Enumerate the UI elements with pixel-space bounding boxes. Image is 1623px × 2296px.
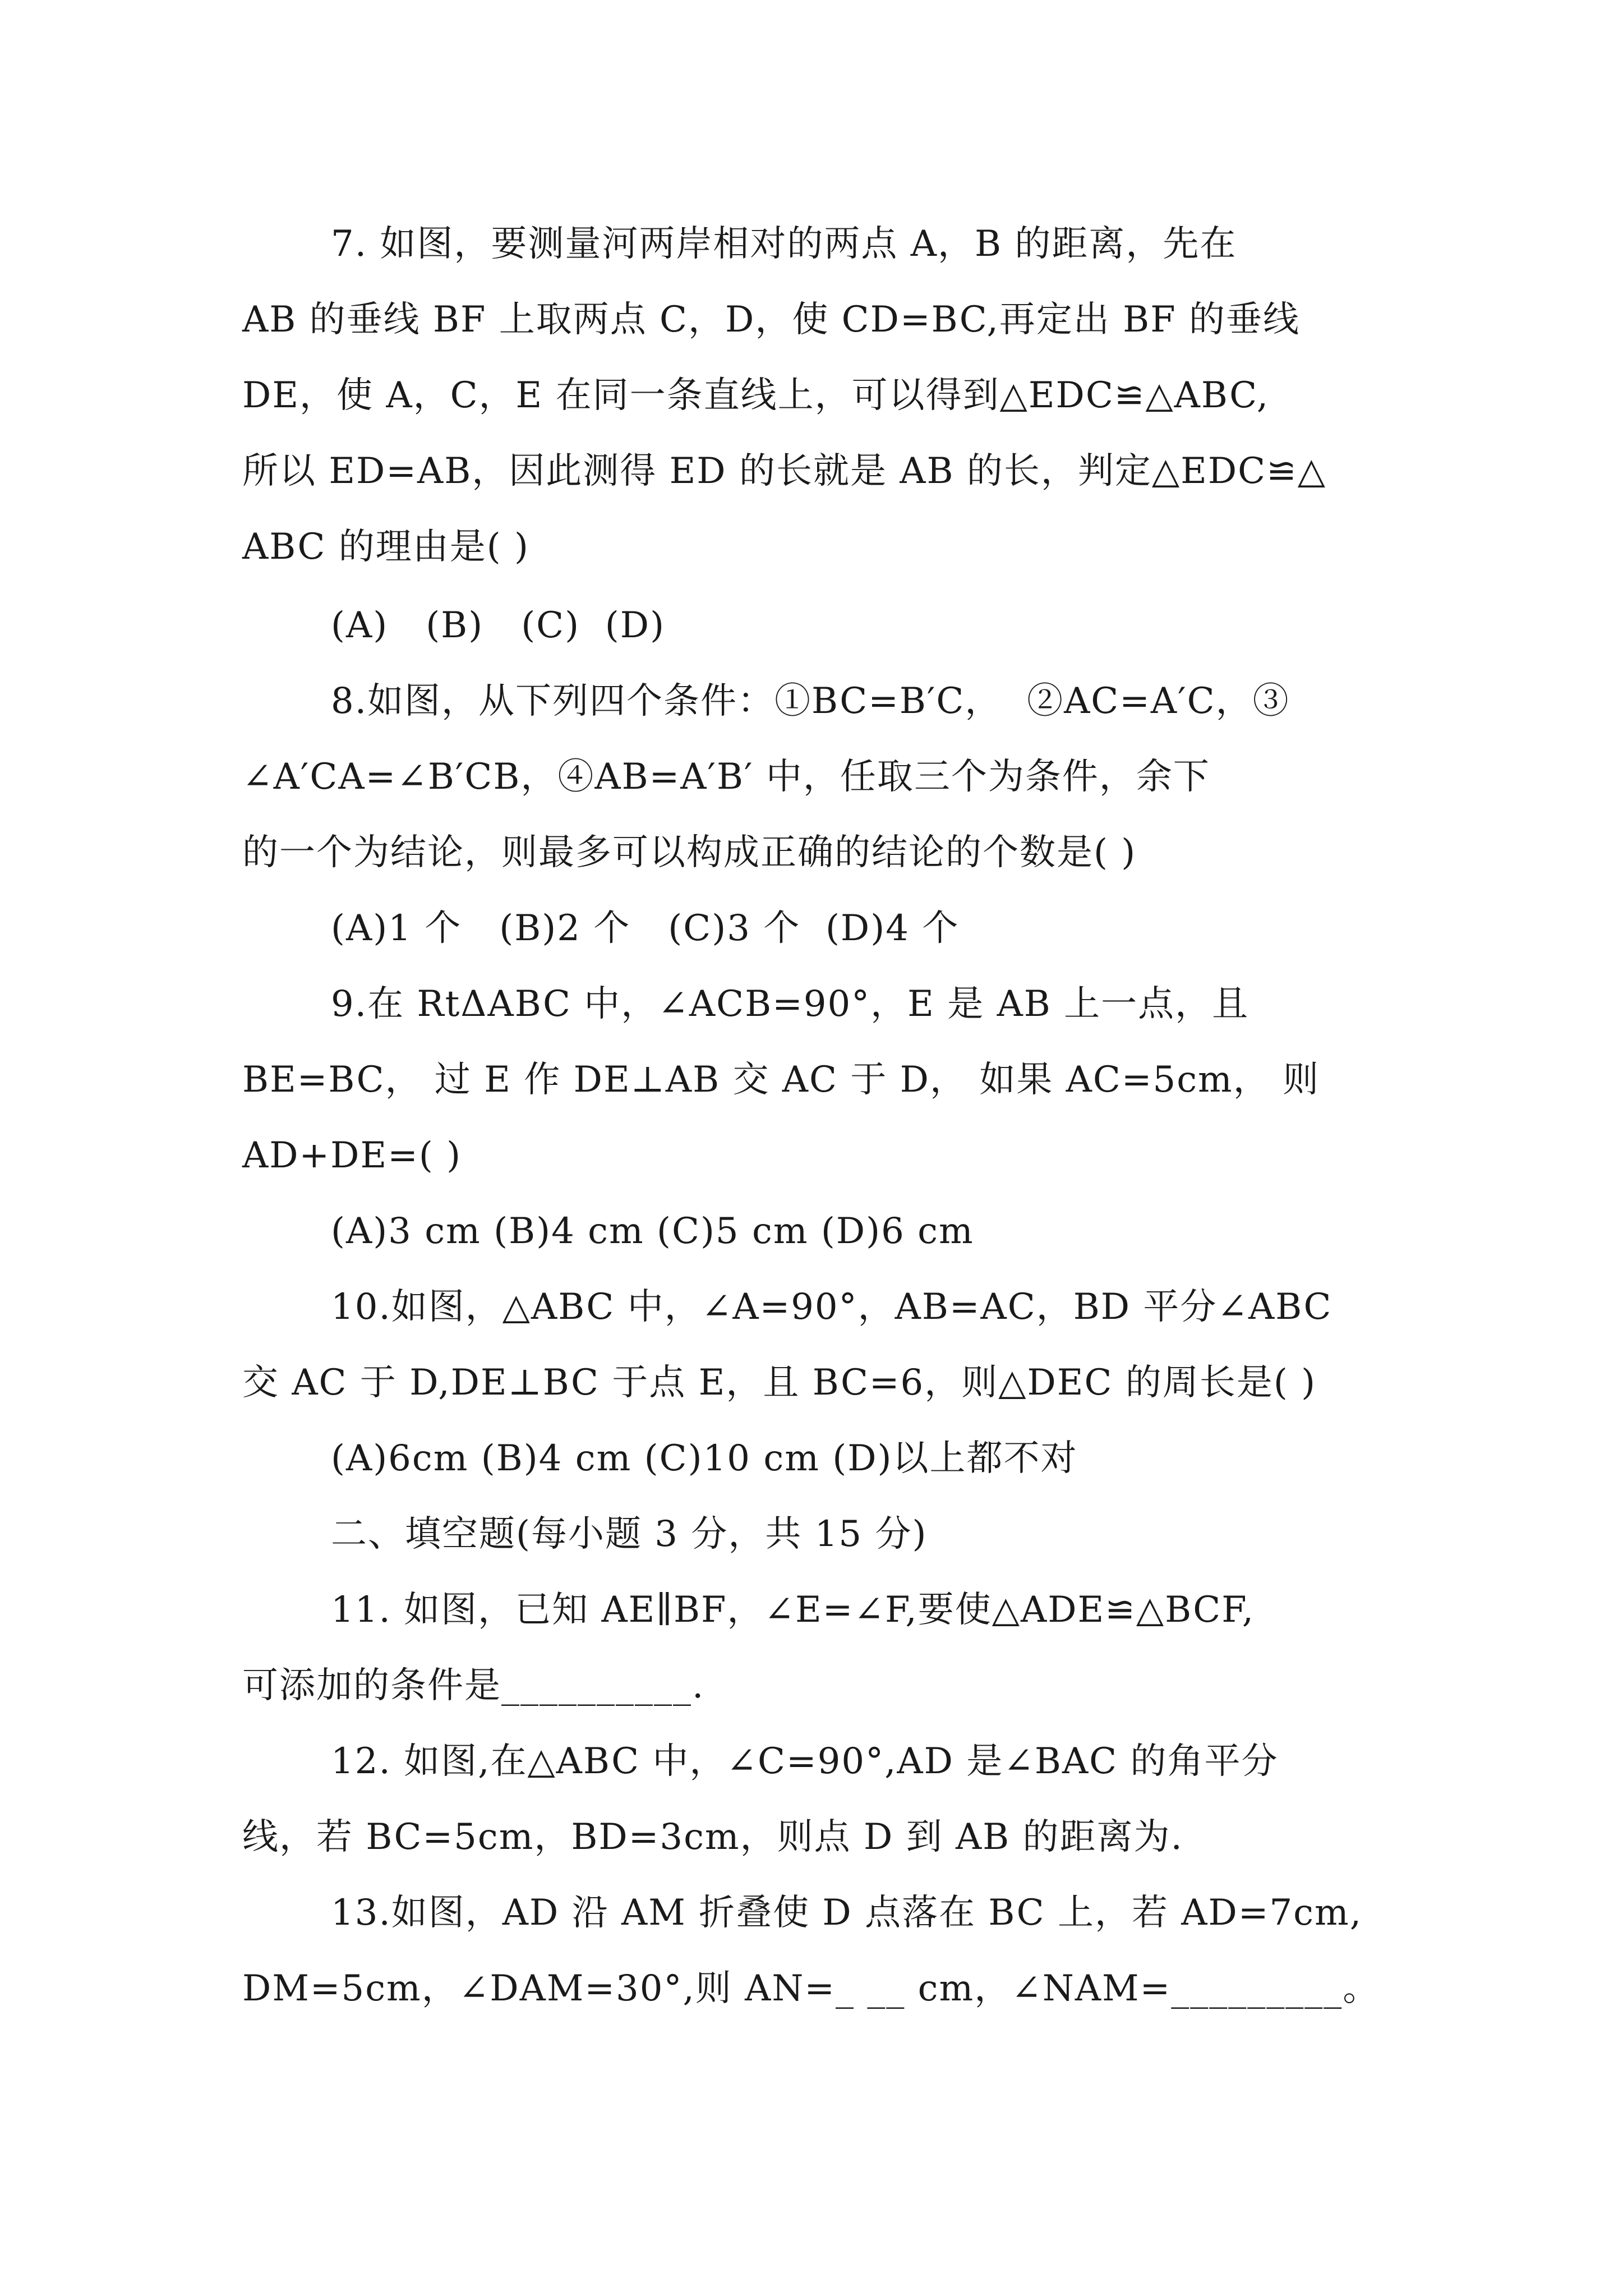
question-7-text: DE，使 A，C，E 在同一条直线上，可以得到△EDC≌△ABC, xyxy=(242,375,1270,416)
question-9-text: BE=BC， 过 E 作 DE⊥AB 交 AC 于 D， 如果 AC=5cm， 则 xyxy=(242,1059,1320,1101)
question-9-options: (A)3 cm (B)4 cm (C)5 cm (D)6 cm xyxy=(331,1211,974,1252)
question-7-text: AB 的垂线 BF 上取两点 C，D，使 CD=BC,再定出 BF 的垂线 xyxy=(242,299,1300,341)
question-8-text: 8.如图，从下列四个条件：①BC=B′C， ②AC=A′C，③ xyxy=(331,680,1290,722)
question-9-text: 9.在 RtΔABC 中，∠ACB=90°，E 是 AB 上一点，且 xyxy=(331,983,1249,1025)
question-8-options: (A)1 个 (B)2 个 (C)3 个 (D)4 个 xyxy=(331,908,960,949)
question-7-text: 所以 ED=AB，因此测得 ED 的长就是 AB 的长，判定△EDC≌△ xyxy=(242,450,1326,492)
question-11-text: 可添加的条件是__________. xyxy=(242,1665,705,1706)
question-12-text: 12. 如图,在△ABC 中，∠C=90°,AD 是∠BAC 的角平分 xyxy=(331,1741,1279,1782)
question-13-text: 13.如图，AD 沿 AM 折叠使 D 点落在 BC 上，若 AD=7cm, xyxy=(331,1892,1363,1934)
question-10-options: (A)6cm (B)4 cm (C)10 cm (D)以上都不对 xyxy=(331,1438,1078,1479)
question-7-options: (A) (B) (C) (D) xyxy=(331,605,666,646)
question-11-text: 11. 如图，已知 AE∥BF，∠E=∠F,要使△ADE≌△BCF, xyxy=(331,1589,1255,1631)
question-7-text: ABC 的理由是( ) xyxy=(242,526,530,568)
section-heading: 二、填空题(每小题 3 分，共 15 分) xyxy=(331,1513,928,1555)
question-9-text: AD+DE=( ) xyxy=(242,1135,462,1176)
question-10-text: 交 AC 于 D,DE⊥BC 于点 E，且 BC=6，则△DEC 的周长是( ) xyxy=(242,1362,1317,1404)
question-10-text: 10.如图，△ABC 中，∠A=90°，AB=AC，BD 平分∠ABC xyxy=(331,1286,1332,1328)
question-8-text: 的一个为结论，则最多可以构成正确的结论的个数是( ) xyxy=(242,832,1137,873)
question-8-text: ∠A′CA=∠B′CB，④AB=A′B′ 中，任取三个为条件，余下 xyxy=(242,756,1210,798)
question-13-text: DM=5cm，∠DAM=30°,则 AN=_ __ cm，∠NAM=_________。 xyxy=(242,1968,1380,2009)
question-7-text: 7. 如图，要测量河两岸相对的两点 A，B 的距离，先在 xyxy=(331,223,1237,265)
question-12-text: 线，若 BC=5cm，BD=3cm，则点 D 到 AB 的距离为. xyxy=(242,1816,1183,1858)
